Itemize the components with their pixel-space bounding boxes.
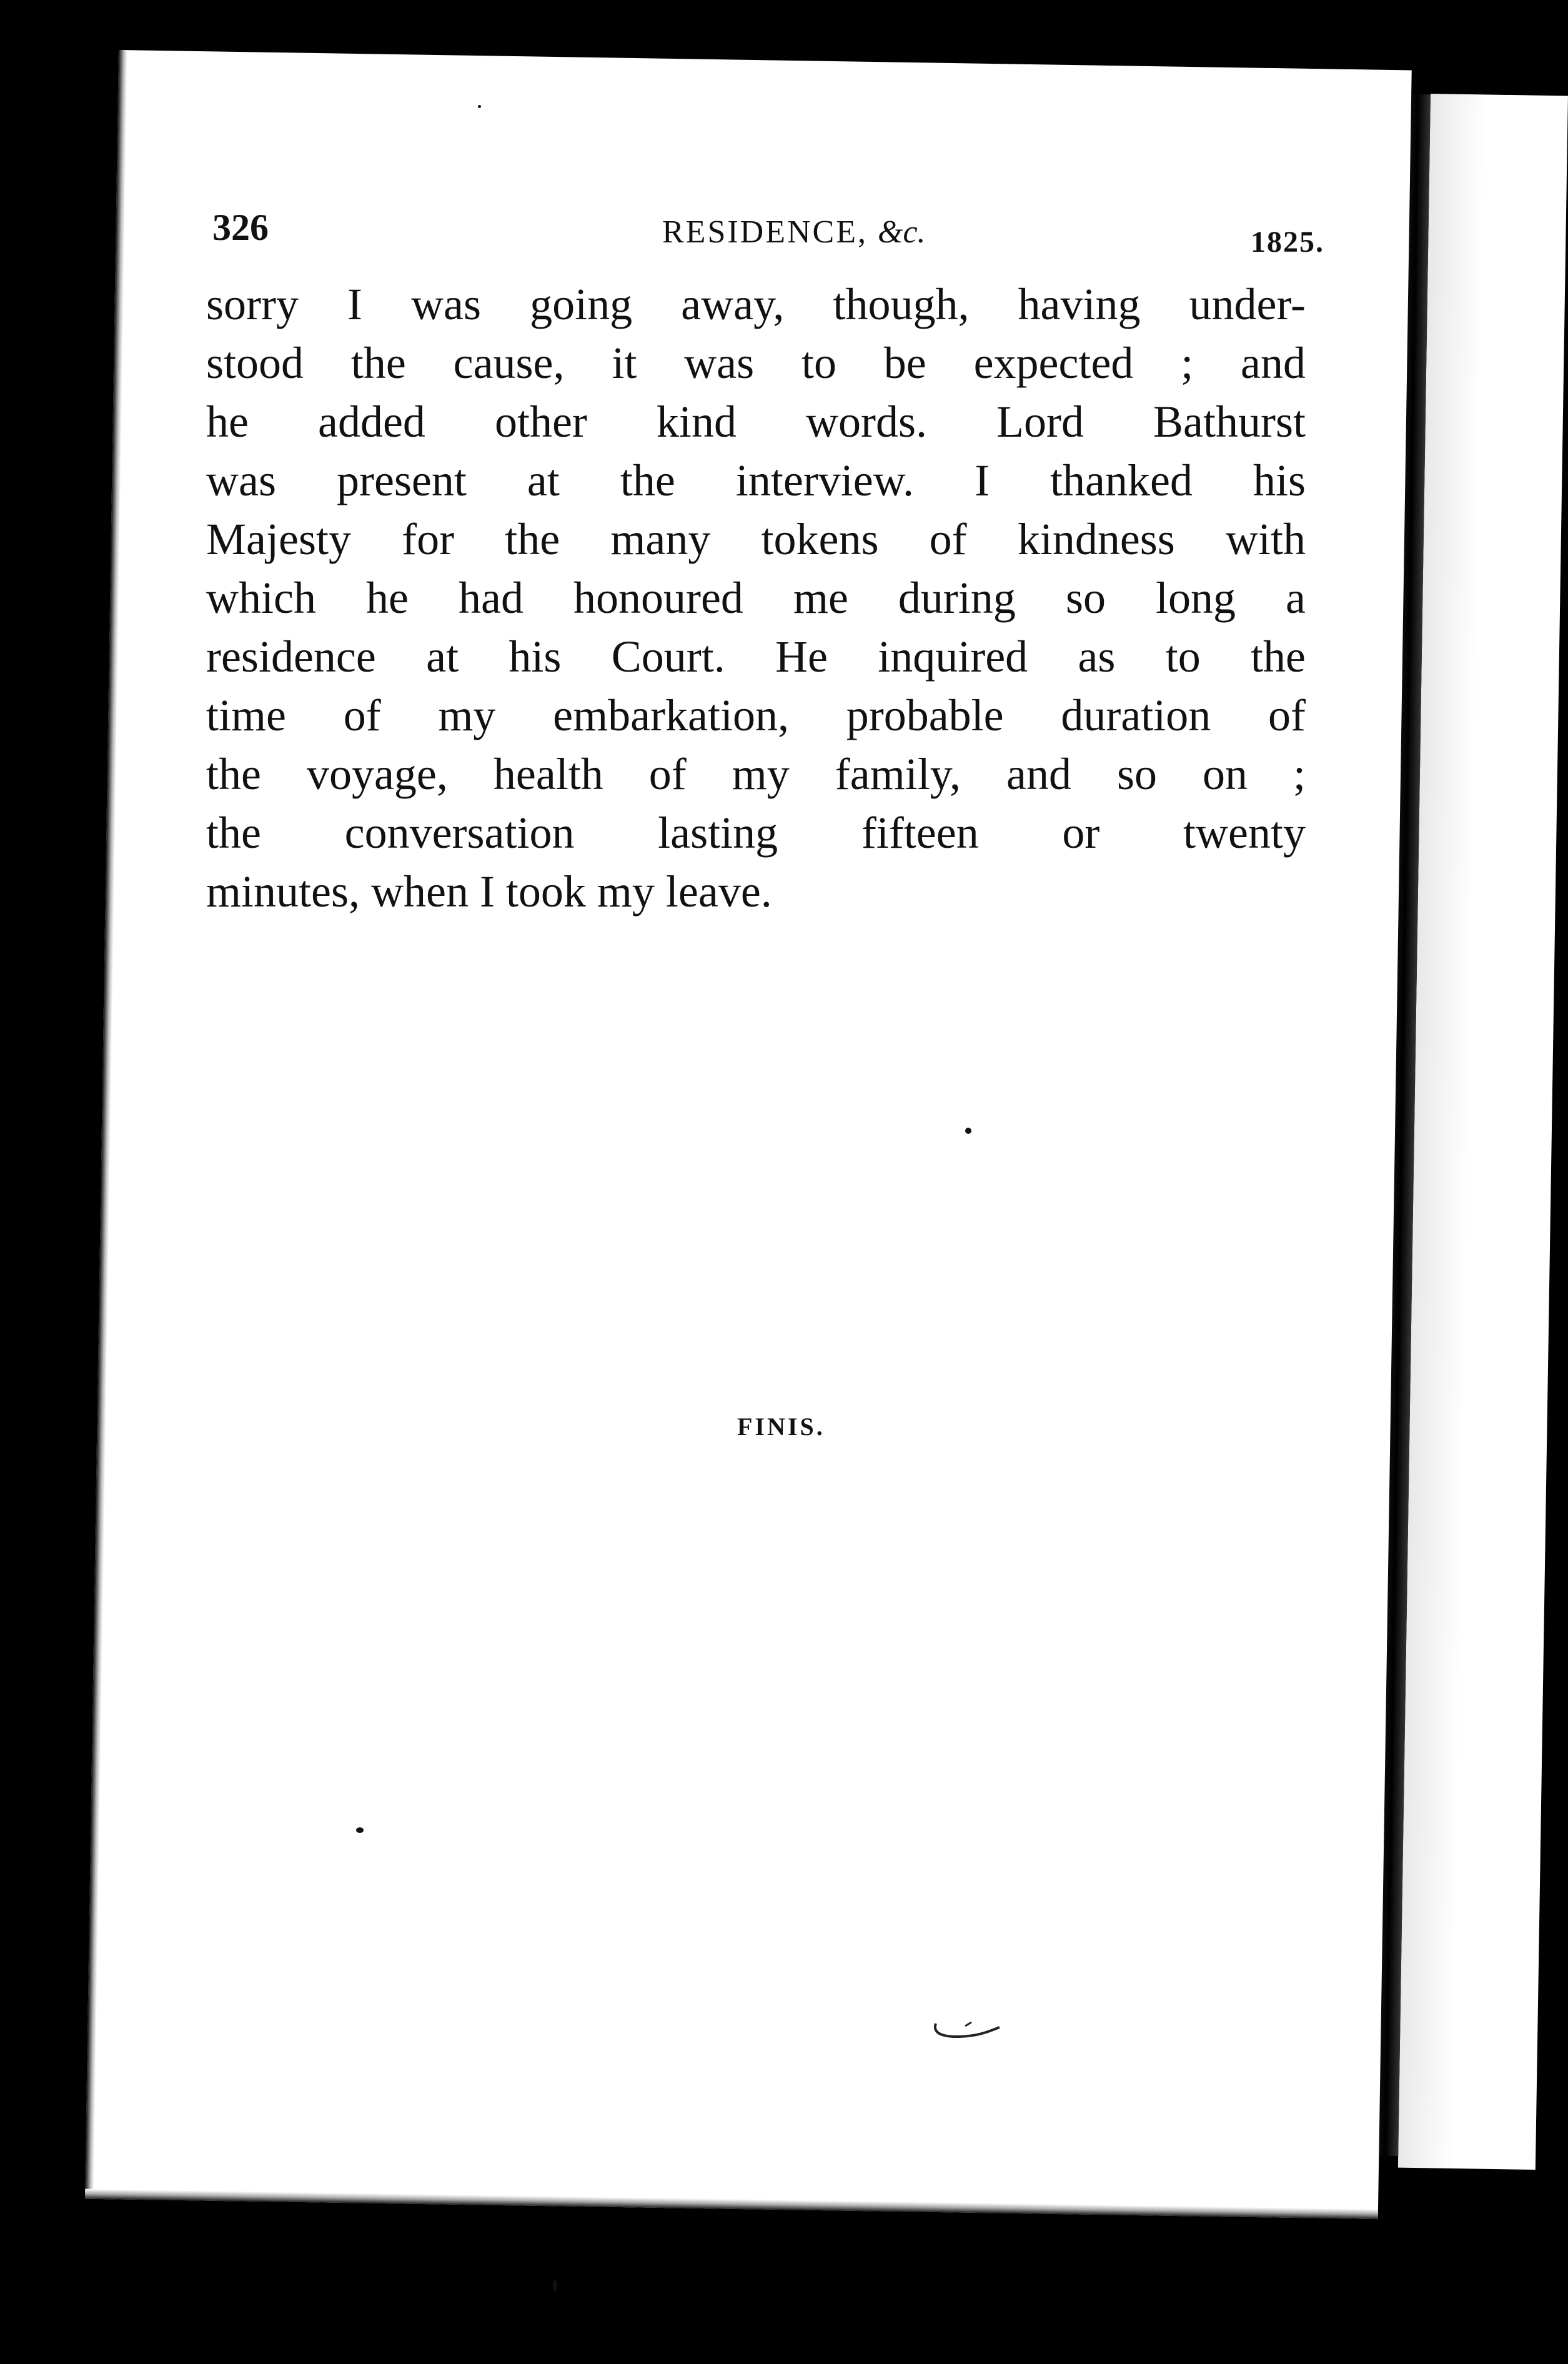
ink-speck (965, 1128, 971, 1134)
running-title (662, 214, 926, 251)
finis-label: FINIS. (737, 1413, 825, 1441)
ink-speck (478, 105, 481, 108)
text-line: the voyage, health of my family, and so on ; (206, 749, 1306, 799)
text-line: was present at the interview. I thanked his (206, 455, 1306, 505)
text-line: Majesty for the many tokens of kindness with (206, 514, 1306, 564)
ink-speck (553, 2280, 557, 2292)
ink-speck (356, 1827, 364, 1833)
text-line: stood the cause, it was to be expected ; and (206, 338, 1306, 388)
running-title-text: RESIDENCE, (662, 214, 868, 250)
text-line: time of my embarkation, probable duration of (206, 690, 1306, 740)
running-year: 1825. (1251, 226, 1324, 259)
body-text (206, 275, 1306, 921)
text-line: sorry I was going away, though, having under- (206, 279, 1306, 329)
page-left-edge (85, 50, 127, 2199)
text-line: residence at his Court. He inquired as to the (206, 632, 1306, 682)
page-number: 326 (212, 207, 269, 248)
text-line: he added other kind words. Lord Bathurst (206, 397, 1306, 447)
text-line: which he had honoured me during so long a (206, 573, 1306, 623)
running-head (212, 206, 1324, 259)
text-line-last: minutes, when I took my leave. (206, 867, 772, 916)
page-bottom-edge (85, 2189, 1378, 2220)
pen-mark (931, 2015, 1006, 2046)
running-title-suffix: &c. (878, 214, 926, 250)
text-line: the conversation lasting fifteen or twenty (206, 808, 1306, 858)
